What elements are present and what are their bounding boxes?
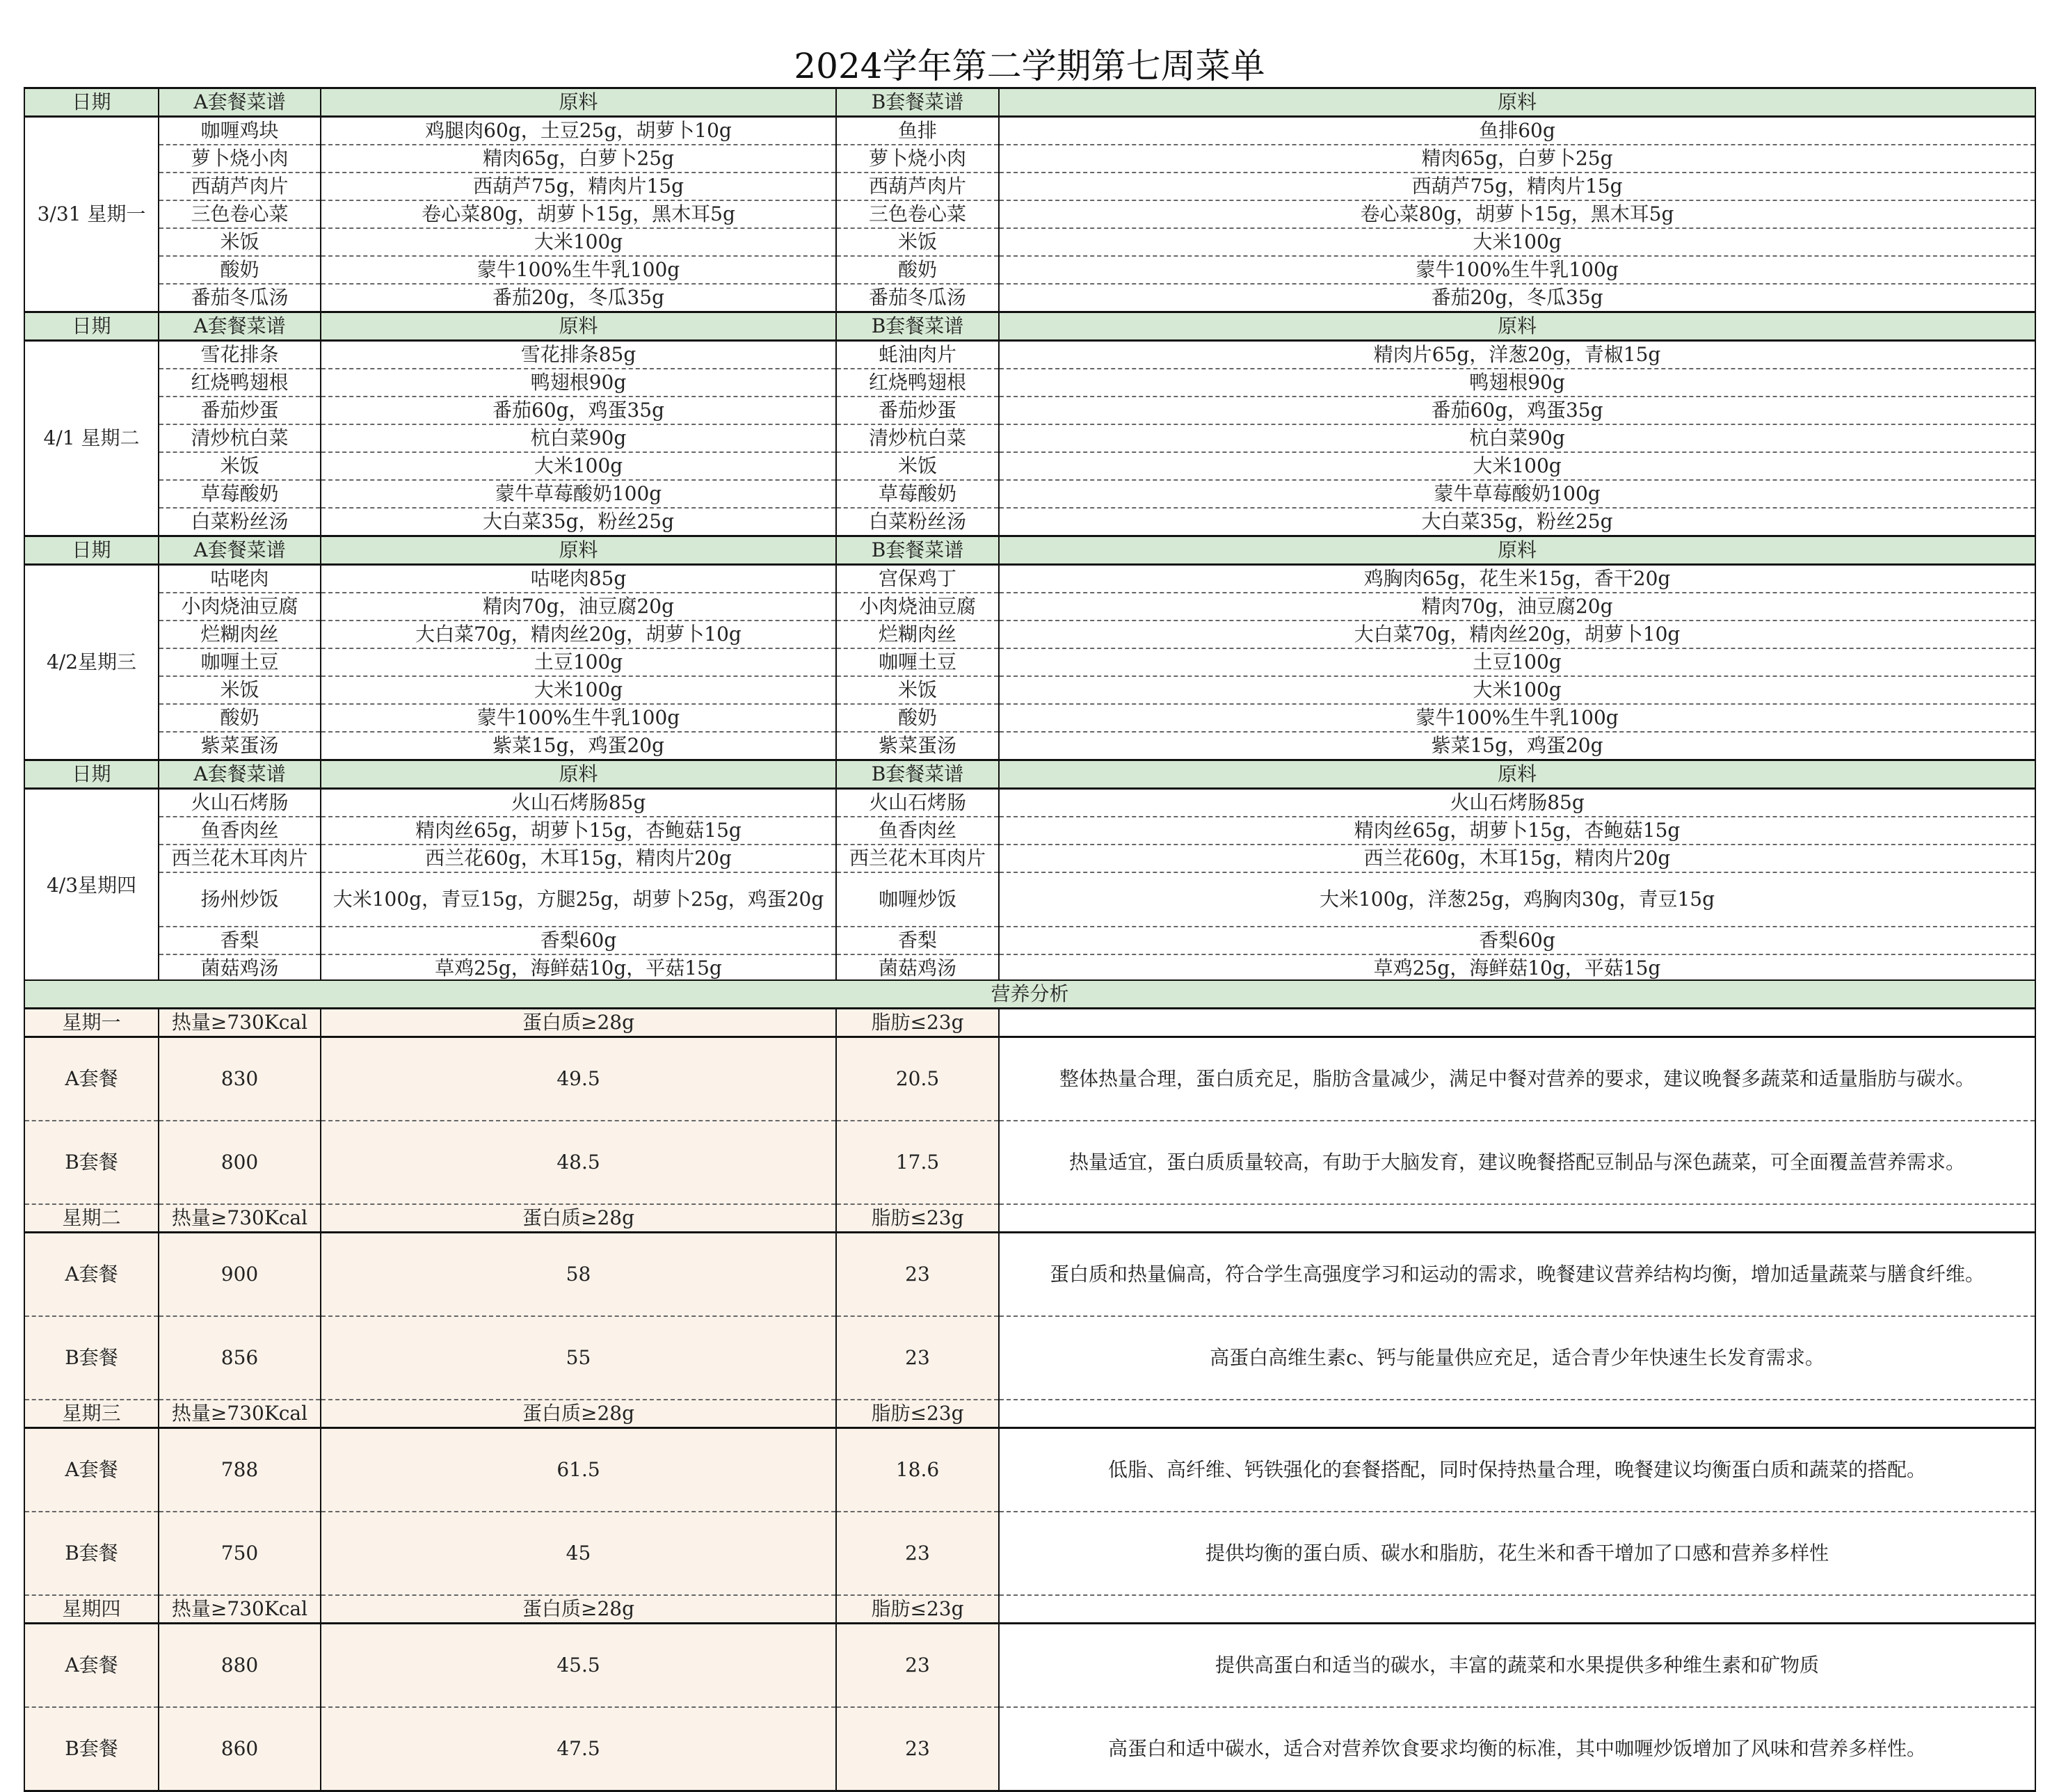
fat-standard: 脂肪≤23g — [836, 1204, 999, 1233]
a-dish: 鱼香肉丝 — [159, 817, 321, 845]
protein-value: 45.5 — [321, 1624, 836, 1708]
header-a-dish: A套餐菜谱 — [159, 760, 321, 789]
b-ingredients: 精肉65g，白萝卜25g — [999, 145, 2035, 173]
header-a-ingredients: 原料 — [321, 312, 836, 341]
b-ingredients: 番茄60g，鸡蛋35g — [999, 397, 2035, 424]
b-ingredients: 香梨60g — [999, 927, 2035, 954]
menu-row — [24, 173, 2035, 200]
a-dish: 白菜粉丝汤 — [159, 508, 321, 536]
nutrition-set-row — [24, 1233, 2035, 1317]
page-title: 2024学年第二学期第七周菜单 — [794, 46, 1265, 86]
protein-standard: 蛋白质≥28g — [321, 1400, 836, 1428]
menu-row — [24, 789, 2035, 817]
b-dish: 米饭 — [836, 228, 999, 256]
protein-value: 45 — [321, 1512, 836, 1595]
menu-row — [24, 284, 2035, 312]
a-dish: 红烧鸭翅根 — [159, 369, 321, 397]
a-dish: 酸奶 — [159, 704, 321, 732]
nutrition-note: 整体热量合理，蛋白质充足，脂肪含量减少，满足中餐对营养的要求，建议晚餐多蔬菜和适量脂肪与碳水。 — [999, 1037, 2035, 1121]
header-b-dish: B套餐菜谱 — [836, 312, 999, 341]
menu-row — [24, 200, 2035, 228]
menu-row — [24, 117, 2035, 145]
b-ingredients: 番茄20g，冬瓜35g — [999, 284, 2035, 312]
a-dish: 米饭 — [159, 676, 321, 704]
menu-row — [24, 565, 2035, 593]
a-ingredients: 鸡腿肉60g，土豆25g，胡萝卜10g — [321, 117, 836, 145]
b-ingredients: 草鸡25g，海鲜菇10g，平菇15g — [999, 954, 2035, 983]
nutrition-set-row — [24, 1121, 2035, 1204]
menu-row — [24, 228, 2035, 256]
a-ingredients: 西兰花60g，木耳15g，精肉片20g — [321, 845, 836, 872]
nutrition-body — [24, 980, 2035, 1791]
fat-value: 23 — [836, 1512, 999, 1595]
header-b-dish: B套餐菜谱 — [836, 536, 999, 565]
b-dish: 咖喱土豆 — [836, 648, 999, 676]
set-name: B套餐 — [24, 1316, 159, 1400]
b-ingredients: 蒙牛100%生牛乳100g — [999, 704, 2035, 732]
nutrition-note: 提供高蛋白和适当的碳水，丰富的蔬菜和水果提供多种维生素和矿物质 — [999, 1624, 2035, 1708]
b-ingredients: 大白菜35g，粉丝25g — [999, 508, 2035, 536]
a-ingredients: 蒙牛草莓酸奶100g — [321, 480, 836, 508]
a-dish: 草莓酸奶 — [159, 480, 321, 508]
b-ingredients: 西葫芦75g，精肉片15g — [999, 173, 2035, 200]
header-date: 日期 — [24, 312, 159, 341]
nutrition-note: 提供均衡的蛋白质、碳水和脂肪，花生米和香干增加了口感和营养多样性 — [999, 1512, 2035, 1595]
menu-table — [24, 87, 2036, 984]
a-ingredients: 大白菜70g，精肉丝20g，胡萝卜10g — [321, 621, 836, 648]
fat-value: 23 — [836, 1707, 999, 1791]
energy-standard: 热量≥730Kcal — [159, 1009, 321, 1037]
a-dish: 小肉烧油豆腐 — [159, 593, 321, 621]
a-ingredients: 杭白菜90g — [321, 424, 836, 452]
nutrition-table — [24, 979, 2036, 1792]
a-ingredients: 大米100g，青豆15g，方腿25g，胡萝卜25g，鸡蛋20g — [321, 872, 836, 927]
b-dish: 宫保鸡丁 — [836, 565, 999, 593]
set-name: A套餐 — [24, 1233, 159, 1317]
energy-value: 788 — [159, 1428, 321, 1512]
a-dish: 清炒杭白菜 — [159, 424, 321, 452]
nutrition-title: 营养分析 — [24, 980, 2035, 1009]
protein-value: 47.5 — [321, 1707, 836, 1791]
b-dish: 萝卜烧小肉 — [836, 145, 999, 173]
set-name: B套餐 — [24, 1121, 159, 1204]
set-name: B套餐 — [24, 1707, 159, 1791]
header-b-ingredients: 原料 — [999, 312, 2035, 341]
b-dish: 鱼排 — [836, 117, 999, 145]
nutrition-set-row — [24, 1428, 2035, 1512]
header-row — [24, 760, 2035, 789]
a-dish: 番茄冬瓜汤 — [159, 284, 321, 312]
fat-value: 18.6 — [836, 1428, 999, 1512]
menu-row — [24, 397, 2035, 424]
a-ingredients: 卷心菜80g，胡萝卜15g，黑木耳5g — [321, 200, 836, 228]
b-dish: 菌菇鸡汤 — [836, 954, 999, 983]
b-ingredients: 大米100g — [999, 676, 2035, 704]
b-dish: 小肉烧油豆腐 — [836, 593, 999, 621]
b-dish: 紫菜蛋汤 — [836, 732, 999, 760]
menu-row — [24, 593, 2035, 621]
a-dish: 西兰花木耳肉片 — [159, 845, 321, 872]
menu-row — [24, 256, 2035, 284]
a-dish: 西葫芦肉片 — [159, 173, 321, 200]
b-ingredients: 鸭翅根90g — [999, 369, 2035, 397]
b-dish: 白菜粉丝汤 — [836, 508, 999, 536]
menu-row — [24, 732, 2035, 760]
fat-standard: 脂肪≤23g — [836, 1400, 999, 1428]
nutrition-day-row — [24, 1204, 2035, 1233]
b-dish: 西葫芦肉片 — [836, 173, 999, 200]
b-ingredients: 精肉丝65g，胡萝卜15g，杏鲍菇15g — [999, 817, 2035, 845]
b-dish: 西兰花木耳肉片 — [836, 845, 999, 872]
energy-standard: 热量≥730Kcal — [159, 1595, 321, 1624]
a-ingredients: 香梨60g — [321, 927, 836, 954]
fat-standard: 脂肪≤23g — [836, 1595, 999, 1624]
a-dish: 香梨 — [159, 927, 321, 954]
menu-row — [24, 452, 2035, 480]
nutrition-note: 热量适宜，蛋白质质量较高，有助于大脑发育，建议晚餐搭配豆制品与深色蔬菜，可全面覆盖营养需求。 — [999, 1121, 2035, 1204]
menu-row — [24, 872, 2035, 927]
fat-value: 20.5 — [836, 1037, 999, 1121]
fat-value: 23 — [836, 1624, 999, 1708]
protein-value: 61.5 — [321, 1428, 836, 1512]
a-dish: 雪花排条 — [159, 341, 321, 369]
header-b-dish: B套餐菜谱 — [836, 760, 999, 789]
set-name: A套餐 — [24, 1037, 159, 1121]
a-dish: 咖喱鸡块 — [159, 117, 321, 145]
menu-row — [24, 927, 2035, 954]
b-dish: 番茄炒蛋 — [836, 397, 999, 424]
energy-value: 856 — [159, 1316, 321, 1400]
nutrition-set-row — [24, 1624, 2035, 1708]
b-dish: 番茄冬瓜汤 — [836, 284, 999, 312]
b-ingredients: 紫菜15g，鸡蛋20g — [999, 732, 2035, 760]
nutrition-note: 高蛋白高维生素c、钙与能量供应充足，适合青少年快速生长发育需求。 — [999, 1316, 2035, 1400]
nutrition-set-row — [24, 1707, 2035, 1791]
a-ingredients: 土豆100g — [321, 648, 836, 676]
nutrition-blank — [999, 1400, 2035, 1428]
energy-value: 800 — [159, 1121, 321, 1204]
b-ingredients: 大米100g — [999, 228, 2035, 256]
a-dish: 米饭 — [159, 228, 321, 256]
menu-row — [24, 341, 2035, 369]
b-dish: 酸奶 — [836, 256, 999, 284]
a-ingredients: 咕咾肉85g — [321, 565, 836, 593]
energy-value: 750 — [159, 1512, 321, 1595]
fat-value: 23 — [836, 1316, 999, 1400]
header-a-ingredients: 原料 — [321, 760, 836, 789]
header-date: 日期 — [24, 536, 159, 565]
protein-standard: 蛋白质≥28g — [321, 1204, 836, 1233]
a-ingredients: 紫菜15g，鸡蛋20g — [321, 732, 836, 760]
a-ingredients: 精肉70g，油豆腐20g — [321, 593, 836, 621]
set-name: A套餐 — [24, 1624, 159, 1708]
header-b-ingredients: 原料 — [999, 88, 2035, 117]
b-ingredients: 大米100g，洋葱25g，鸡胸肉30g，青豆15g — [999, 872, 2035, 927]
protein-standard: 蛋白质≥28g — [321, 1595, 836, 1624]
b-dish: 米饭 — [836, 452, 999, 480]
a-dish: 萝卜烧小肉 — [159, 145, 321, 173]
a-ingredients: 雪花排条85g — [321, 341, 836, 369]
a-ingredients: 大米100g — [321, 228, 836, 256]
menu-row — [24, 845, 2035, 872]
fat-value: 17.5 — [836, 1121, 999, 1204]
fat-value: 23 — [836, 1233, 999, 1317]
header-date: 日期 — [24, 760, 159, 789]
a-dish: 扬州炒饭 — [159, 872, 321, 927]
header-a-dish: A套餐菜谱 — [159, 312, 321, 341]
b-dish: 香梨 — [836, 927, 999, 954]
protein-standard: 蛋白质≥28g — [321, 1009, 836, 1037]
day-date: 4/2星期三 — [24, 565, 159, 760]
nutrition-day-row — [24, 1400, 2035, 1428]
header-row — [24, 88, 2035, 117]
protein-value: 55 — [321, 1316, 836, 1400]
b-ingredients: 土豆100g — [999, 648, 2035, 676]
a-ingredients: 大米100g — [321, 676, 836, 704]
day-date: 3/31 星期一 — [24, 117, 159, 312]
a-ingredients: 蒙牛100%生牛乳100g — [321, 256, 836, 284]
nutrition-day: 星期四 — [24, 1595, 159, 1624]
a-ingredients: 大白菜35g，粉丝25g — [321, 508, 836, 536]
a-dish: 咖喱土豆 — [159, 648, 321, 676]
header-b-ingredients: 原料 — [999, 536, 2035, 565]
b-ingredients: 大米100g — [999, 452, 2035, 480]
a-ingredients: 精肉丝65g，胡萝卜15g，杏鲍菇15g — [321, 817, 836, 845]
a-dish: 紫菜蛋汤 — [159, 732, 321, 760]
menu-row — [24, 424, 2035, 452]
a-ingredients: 草鸡25g，海鲜菇10g，平菇15g — [321, 954, 836, 983]
a-dish: 烂糊肉丝 — [159, 621, 321, 648]
nutrition-note: 高蛋白和适中碳水，适合对营养饮食要求均衡的标准，其中咖喱炒饭增加了风味和营养多样性。 — [999, 1707, 2035, 1791]
b-ingredients: 卷心菜80g，胡萝卜15g，黑木耳5g — [999, 200, 2035, 228]
menu-row — [24, 369, 2035, 397]
b-dish: 红烧鸭翅根 — [836, 369, 999, 397]
nutrition-day: 星期二 — [24, 1204, 159, 1233]
menu-row — [24, 954, 2035, 983]
nutrition-day-row — [24, 1595, 2035, 1624]
b-dish: 烂糊肉丝 — [836, 621, 999, 648]
set-name: A套餐 — [24, 1428, 159, 1512]
b-dish: 三色卷心菜 — [836, 200, 999, 228]
nutrition-set-row — [24, 1316, 2035, 1400]
b-dish: 草莓酸奶 — [836, 480, 999, 508]
energy-value: 860 — [159, 1707, 321, 1791]
a-ingredients: 火山石烤肠85g — [321, 789, 836, 817]
nutrition-set-row — [24, 1512, 2035, 1595]
a-ingredients: 精肉65g，白萝卜25g — [321, 145, 836, 173]
day-date: 4/3星期四 — [24, 789, 159, 983]
b-ingredients: 火山石烤肠85g — [999, 789, 2035, 817]
energy-value: 900 — [159, 1233, 321, 1317]
a-dish: 番茄炒蛋 — [159, 397, 321, 424]
header-row — [24, 312, 2035, 341]
menu-row — [24, 621, 2035, 648]
header-date: 日期 — [24, 88, 159, 117]
menu-row — [24, 676, 2035, 704]
a-dish: 米饭 — [159, 452, 321, 480]
b-ingredients: 鱼排60g — [999, 117, 2035, 145]
a-dish: 菌菇鸡汤 — [159, 954, 321, 983]
nutrition-day: 星期一 — [24, 1009, 159, 1037]
b-ingredients: 杭白菜90g — [999, 424, 2035, 452]
day-date: 4/1 星期二 — [24, 341, 159, 536]
nutrition-day: 星期三 — [24, 1400, 159, 1428]
header-row — [24, 536, 2035, 565]
a-ingredients: 蒙牛100%生牛乳100g — [321, 704, 836, 732]
b-dish: 火山石烤肠 — [836, 789, 999, 817]
nutrition-note: 低脂、高纤维、钙铁强化的套餐搭配，同时保持热量合理，晚餐建议均衡蛋白质和蔬菜的搭配。 — [999, 1428, 2035, 1512]
b-dish: 咖喱炒饭 — [836, 872, 999, 927]
b-ingredients: 大白菜70g，精肉丝20g，胡萝卜10g — [999, 621, 2035, 648]
protein-value: 58 — [321, 1233, 836, 1317]
b-dish: 清炒杭白菜 — [836, 424, 999, 452]
header-a-ingredients: 原料 — [321, 88, 836, 117]
b-ingredients: 蒙牛草莓酸奶100g — [999, 480, 2035, 508]
energy-value: 880 — [159, 1624, 321, 1708]
menu-row — [24, 817, 2035, 845]
header-a-dish: A套餐菜谱 — [159, 536, 321, 565]
b-ingredients: 西兰花60g，木耳15g，精肉片20g — [999, 845, 2035, 872]
header-a-dish: A套餐菜谱 — [159, 88, 321, 117]
nutrition-blank — [999, 1204, 2035, 1233]
menu-row — [24, 145, 2035, 173]
menu-row — [24, 648, 2035, 676]
a-ingredients: 番茄60g，鸡蛋35g — [321, 397, 836, 424]
header-a-ingredients: 原料 — [321, 536, 836, 565]
b-dish: 酸奶 — [836, 704, 999, 732]
b-dish: 鱼香肉丝 — [836, 817, 999, 845]
protein-value: 49.5 — [321, 1037, 836, 1121]
nutrition-set-row — [24, 1037, 2035, 1121]
nutrition-note: 蛋白质和热量偏高，符合学生高强度学习和运动的需求，晚餐建议营养结构均衡，增加适量蔬菜与膳食纤维。 — [999, 1233, 2035, 1317]
nutrition-blank — [999, 1595, 2035, 1624]
b-ingredients: 精肉70g，油豆腐20g — [999, 593, 2035, 621]
energy-standard: 热量≥730Kcal — [159, 1400, 321, 1428]
header-b-ingredients: 原料 — [999, 760, 2035, 789]
b-dish: 米饭 — [836, 676, 999, 704]
nutrition-title-row — [24, 980, 2035, 1009]
menu-body — [24, 88, 2035, 983]
fat-standard: 脂肪≤23g — [836, 1009, 999, 1037]
a-ingredients: 大米100g — [321, 452, 836, 480]
energy-standard: 热量≥730Kcal — [159, 1204, 321, 1233]
b-ingredients: 鸡胸肉65g，花生米15g，香干20g — [999, 565, 2035, 593]
nutrition-blank — [999, 1009, 2035, 1037]
a-ingredients: 番茄20g，冬瓜35g — [321, 284, 836, 312]
a-dish: 火山石烤肠 — [159, 789, 321, 817]
a-ingredients: 西葫芦75g，精肉片15g — [321, 173, 836, 200]
header-b-dish: B套餐菜谱 — [836, 88, 999, 117]
set-name: B套餐 — [24, 1512, 159, 1595]
energy-value: 830 — [159, 1037, 321, 1121]
a-ingredients: 鸭翅根90g — [321, 369, 836, 397]
a-dish: 三色卷心菜 — [159, 200, 321, 228]
a-dish: 酸奶 — [159, 256, 321, 284]
a-dish: 咕咾肉 — [159, 565, 321, 593]
nutrition-day-row — [24, 1009, 2035, 1037]
protein-value: 48.5 — [321, 1121, 836, 1204]
b-ingredients: 蒙牛100%生牛乳100g — [999, 256, 2035, 284]
b-dish: 蚝油肉片 — [836, 341, 999, 369]
b-ingredients: 精肉片65g，洋葱20g，青椒15g — [999, 341, 2035, 369]
menu-row — [24, 480, 2035, 508]
menu-row — [24, 704, 2035, 732]
menu-row — [24, 508, 2035, 536]
